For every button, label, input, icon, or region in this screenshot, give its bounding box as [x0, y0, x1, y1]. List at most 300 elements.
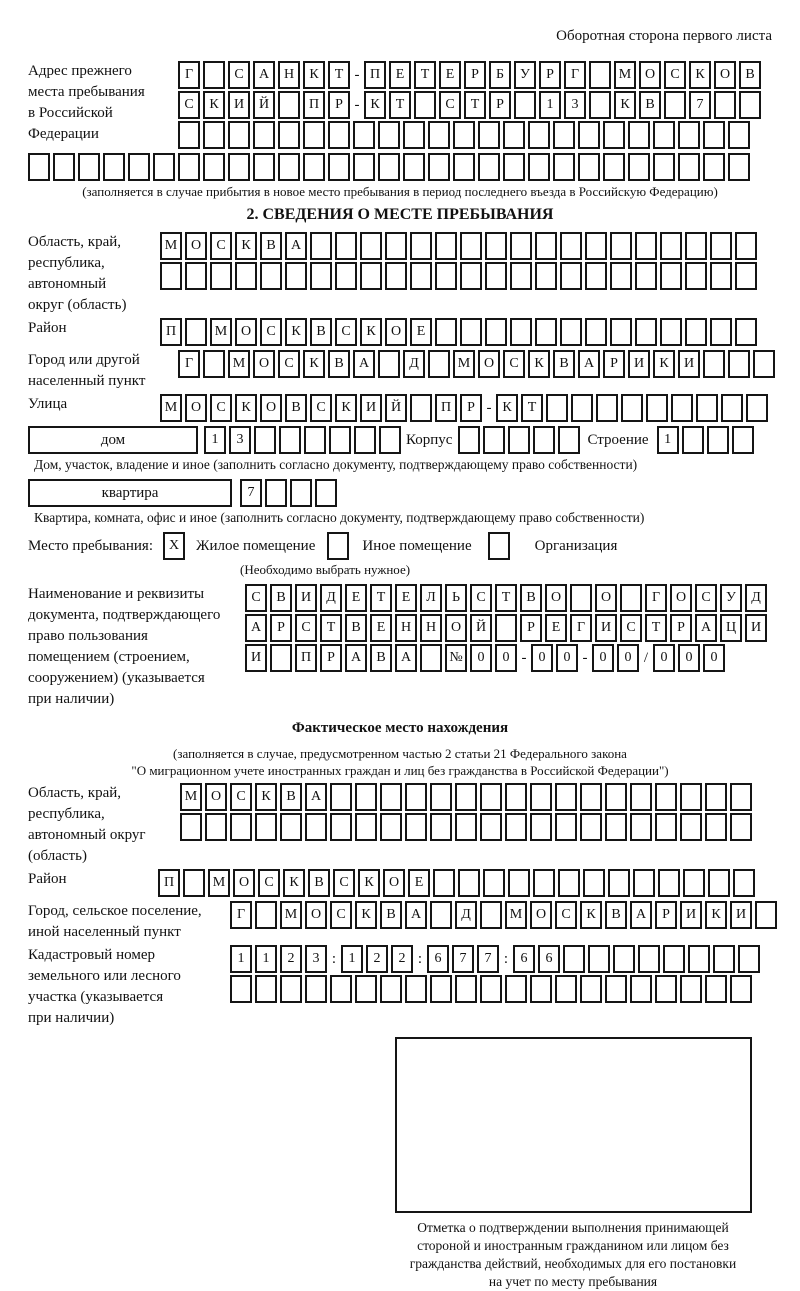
grid-cell[interactable]: М — [280, 901, 302, 929]
grid-cell[interactable]: П — [435, 394, 457, 422]
grid-cell[interactable] — [355, 783, 377, 811]
grid-cell[interactable] — [528, 121, 550, 149]
grid-cell[interactable] — [753, 350, 775, 378]
grid-cell[interactable] — [605, 783, 627, 811]
grid-cell[interactable] — [635, 318, 657, 346]
grid-cell[interactable] — [435, 232, 457, 260]
grid-cell[interactable]: К — [203, 91, 225, 119]
grid-cell[interactable]: А — [345, 644, 367, 672]
grid-cell[interactable] — [403, 153, 425, 181]
grid-cell[interactable]: А — [630, 901, 652, 929]
grid-cell[interactable] — [705, 975, 727, 1003]
grid-cell[interactable] — [688, 945, 710, 973]
grid-cell[interactable] — [303, 153, 325, 181]
grid-cell[interactable]: М — [210, 318, 232, 346]
grid-cell[interactable] — [353, 121, 375, 149]
grid-cell[interactable]: Е — [408, 869, 430, 897]
grid-cell[interactable]: 0 — [531, 644, 553, 672]
grid-cell[interactable]: С — [210, 394, 232, 422]
grid-cell[interactable] — [328, 153, 350, 181]
grid-cell[interactable]: Ь — [445, 584, 467, 612]
grid-cell[interactable]: С — [620, 614, 642, 642]
grid-cell[interactable] — [638, 945, 660, 973]
grid-cell[interactable]: 0 — [556, 644, 578, 672]
grid-cell[interactable] — [735, 318, 757, 346]
grid-cell[interactable]: 2 — [366, 945, 388, 973]
grid-cell[interactable] — [705, 813, 727, 841]
grid-cell[interactable] — [660, 232, 682, 260]
grid-cell[interactable]: 6 — [538, 945, 560, 973]
grid-cell[interactable]: К — [235, 394, 257, 422]
grid-cell[interactable] — [405, 975, 427, 1003]
grid-cell[interactable] — [435, 318, 457, 346]
grid-cell[interactable] — [354, 426, 376, 454]
grid-cell[interactable] — [535, 232, 557, 260]
grid-cell[interactable]: 1 — [230, 945, 252, 973]
grid-cell[interactable]: О — [445, 614, 467, 642]
grid-cell[interactable]: Г — [230, 901, 252, 929]
org-checkbox[interactable] — [488, 532, 510, 560]
grid-cell[interactable]: П — [295, 644, 317, 672]
grid-cell[interactable] — [483, 869, 505, 897]
grid-cell[interactable] — [410, 394, 432, 422]
grid-cell[interactable]: 2 — [391, 945, 413, 973]
grid-cell[interactable] — [203, 153, 225, 181]
grid-cell[interactable] — [28, 153, 50, 181]
grid-cell[interactable]: Е — [370, 614, 392, 642]
grid-cell[interactable] — [460, 262, 482, 290]
grid-cell[interactable] — [278, 121, 300, 149]
grid-cell[interactable] — [230, 975, 252, 1003]
grid-cell[interactable] — [405, 783, 427, 811]
grid-cell[interactable] — [530, 813, 552, 841]
grid-cell[interactable]: Н — [395, 614, 417, 642]
grid-cell[interactable]: О — [305, 901, 327, 929]
grid-cell[interactable] — [460, 318, 482, 346]
grid-cell[interactable]: Т — [645, 614, 667, 642]
grid-cell[interactable] — [714, 91, 736, 119]
grid-cell[interactable] — [528, 153, 550, 181]
grid-cell[interactable]: 6 — [513, 945, 535, 973]
grid-cell[interactable]: № — [445, 644, 467, 672]
grid-cell[interactable]: О — [253, 350, 275, 378]
grid-cell[interactable]: П — [158, 869, 180, 897]
grid-cell[interactable]: 7 — [477, 945, 499, 973]
grid-cell[interactable] — [560, 232, 582, 260]
grid-cell[interactable]: К — [614, 91, 636, 119]
grid-cell[interactable] — [53, 153, 75, 181]
grid-cell[interactable] — [203, 61, 225, 89]
grid-cell[interactable] — [696, 394, 718, 422]
grid-cell[interactable]: 7 — [240, 479, 262, 507]
grid-cell[interactable]: Т — [414, 61, 436, 89]
grid-cell[interactable] — [730, 975, 752, 1003]
grid-cell[interactable] — [685, 318, 707, 346]
grid-cell[interactable]: К — [355, 901, 377, 929]
grid-cell[interactable] — [710, 232, 732, 260]
grid-cell[interactable] — [589, 61, 611, 89]
grid-cell[interactable] — [253, 153, 275, 181]
grid-cell[interactable]: И — [730, 901, 752, 929]
grid-cell[interactable]: А — [405, 901, 427, 929]
grid-cell[interactable] — [290, 479, 312, 507]
grid-cell[interactable]: В — [260, 232, 282, 260]
grid-cell[interactable] — [255, 975, 277, 1003]
grid-cell[interactable]: Д — [320, 584, 342, 612]
grid-cell[interactable] — [453, 153, 475, 181]
grid-cell[interactable] — [555, 783, 577, 811]
grid-cell[interactable]: Р — [670, 614, 692, 642]
grid-cell[interactable]: К — [705, 901, 727, 929]
grid-cell[interactable] — [453, 121, 475, 149]
grid-cell[interactable]: Р — [320, 644, 342, 672]
grid-cell[interactable]: Д — [403, 350, 425, 378]
grid-cell[interactable]: М — [180, 783, 202, 811]
grid-cell[interactable]: С — [178, 91, 200, 119]
grid-cell[interactable] — [685, 232, 707, 260]
grid-cell[interactable]: С — [555, 901, 577, 929]
grid-cell[interactable] — [430, 783, 452, 811]
grid-cell[interactable] — [430, 901, 452, 929]
grid-cell[interactable]: Р — [655, 901, 677, 929]
grid-cell[interactable]: Р — [328, 91, 350, 119]
grid-cell[interactable] — [571, 394, 593, 422]
grid-cell[interactable] — [732, 426, 754, 454]
grid-cell[interactable] — [680, 783, 702, 811]
grid-cell[interactable] — [455, 813, 477, 841]
grid-cell[interactable] — [635, 262, 657, 290]
grid-cell[interactable] — [378, 350, 400, 378]
grid-cell[interactable]: В — [639, 91, 661, 119]
grid-cell[interactable] — [180, 813, 202, 841]
grid-cell[interactable] — [653, 153, 675, 181]
grid-cell[interactable]: И — [745, 614, 767, 642]
grid-cell[interactable]: К — [653, 350, 675, 378]
grid-cell[interactable] — [578, 121, 600, 149]
grid-cell[interactable] — [630, 975, 652, 1003]
grid-cell[interactable]: О — [185, 394, 207, 422]
grid-cell[interactable] — [103, 153, 125, 181]
grid-cell[interactable] — [535, 318, 557, 346]
grid-cell[interactable] — [682, 426, 704, 454]
grid-cell[interactable]: О — [595, 584, 617, 612]
grid-cell[interactable]: О — [714, 61, 736, 89]
grid-cell[interactable] — [305, 975, 327, 1003]
grid-cell[interactable]: Й — [385, 394, 407, 422]
grid-cell[interactable]: К — [496, 394, 518, 422]
grid-cell[interactable] — [428, 153, 450, 181]
grid-cell[interactable]: 0 — [653, 644, 675, 672]
grid-cell[interactable]: О — [235, 318, 257, 346]
grid-cell[interactable] — [279, 426, 301, 454]
grid-cell[interactable] — [703, 350, 725, 378]
grid-cell[interactable] — [580, 813, 602, 841]
grid-cell[interactable]: А — [353, 350, 375, 378]
grid-cell[interactable] — [610, 262, 632, 290]
grid-cell[interactable]: У — [514, 61, 536, 89]
grid-cell[interactable]: 7 — [689, 91, 711, 119]
grid-cell[interactable] — [613, 945, 635, 973]
grid-cell[interactable] — [205, 813, 227, 841]
grid-cell[interactable] — [630, 813, 652, 841]
grid-cell[interactable] — [628, 153, 650, 181]
grid-cell[interactable] — [315, 479, 337, 507]
grid-cell[interactable]: С — [295, 614, 317, 642]
grid-cell[interactable] — [185, 262, 207, 290]
grid-cell[interactable] — [480, 813, 502, 841]
grid-cell[interactable] — [685, 262, 707, 290]
grid-cell[interactable] — [278, 91, 300, 119]
grid-cell[interactable]: О — [530, 901, 552, 929]
grid-cell[interactable] — [678, 121, 700, 149]
grid-cell[interactable]: О — [670, 584, 692, 612]
grid-cell[interactable]: У — [720, 584, 742, 612]
grid-cell[interactable]: Т — [464, 91, 486, 119]
grid-cell[interactable]: К — [580, 901, 602, 929]
grid-cell[interactable] — [255, 813, 277, 841]
grid-cell[interactable] — [230, 813, 252, 841]
grid-cell[interactable] — [710, 318, 732, 346]
grid-cell[interactable] — [603, 121, 625, 149]
grid-cell[interactable]: Е — [345, 584, 367, 612]
grid-cell[interactable] — [683, 869, 705, 897]
grid-cell[interactable] — [728, 121, 750, 149]
grid-cell[interactable] — [680, 975, 702, 1003]
grid-cell[interactable]: К — [303, 350, 325, 378]
grid-cell[interactable] — [304, 426, 326, 454]
grid-cell[interactable] — [203, 121, 225, 149]
grid-cell[interactable] — [255, 901, 277, 929]
grid-cell[interactable] — [430, 975, 452, 1003]
grid-cell[interactable] — [428, 350, 450, 378]
grid-cell[interactable] — [703, 121, 725, 149]
grid-cell[interactable] — [330, 783, 352, 811]
grid-cell[interactable]: А — [305, 783, 327, 811]
grid-cell[interactable] — [738, 945, 760, 973]
grid-cell[interactable] — [533, 869, 555, 897]
grid-cell[interactable] — [585, 262, 607, 290]
grid-cell[interactable]: 3 — [305, 945, 327, 973]
grid-cell[interactable]: К — [255, 783, 277, 811]
grid-cell[interactable] — [603, 153, 625, 181]
grid-cell[interactable]: 2 — [280, 945, 302, 973]
grid-cell[interactable]: В — [345, 614, 367, 642]
grid-cell[interactable]: С — [333, 869, 355, 897]
grid-cell[interactable]: Р — [270, 614, 292, 642]
grid-cell[interactable] — [478, 153, 500, 181]
grid-cell[interactable] — [505, 813, 527, 841]
grid-cell[interactable]: М — [505, 901, 527, 929]
grid-cell[interactable] — [708, 869, 730, 897]
grid-cell[interactable]: Т — [370, 584, 392, 612]
grid-cell[interactable]: С — [210, 232, 232, 260]
grid-cell[interactable]: 0 — [470, 644, 492, 672]
grid-cell[interactable]: О — [383, 869, 405, 897]
grid-cell[interactable]: К — [285, 318, 307, 346]
grid-cell[interactable] — [535, 262, 557, 290]
grid-cell[interactable]: К — [528, 350, 550, 378]
grid-cell[interactable] — [589, 91, 611, 119]
grid-cell[interactable]: Г — [570, 614, 592, 642]
grid-cell[interactable] — [553, 153, 575, 181]
grid-cell[interactable]: 6 — [427, 945, 449, 973]
grid-cell[interactable]: К — [283, 869, 305, 897]
grid-cell[interactable] — [353, 153, 375, 181]
grid-cell[interactable] — [585, 232, 607, 260]
grid-cell[interactable] — [430, 813, 452, 841]
grid-cell[interactable]: С — [503, 350, 525, 378]
grid-cell[interactable] — [671, 394, 693, 422]
grid-cell[interactable]: Е — [439, 61, 461, 89]
grid-cell[interactable] — [328, 121, 350, 149]
grid-cell[interactable]: В — [280, 783, 302, 811]
grid-cell[interactable] — [183, 869, 205, 897]
grid-cell[interactable] — [435, 262, 457, 290]
grid-cell[interactable]: О — [545, 584, 567, 612]
grid-cell[interactable] — [730, 783, 752, 811]
grid-cell[interactable] — [458, 426, 480, 454]
grid-cell[interactable] — [735, 262, 757, 290]
grid-cell[interactable]: В — [553, 350, 575, 378]
grid-cell[interactable] — [355, 813, 377, 841]
grid-cell[interactable] — [505, 975, 527, 1003]
grid-cell[interactable] — [483, 426, 505, 454]
grid-cell[interactable] — [185, 318, 207, 346]
grid-cell[interactable]: И — [595, 614, 617, 642]
grid-cell[interactable]: И — [245, 644, 267, 672]
grid-cell[interactable] — [478, 121, 500, 149]
grid-cell[interactable] — [335, 262, 357, 290]
grid-cell[interactable]: 1 — [255, 945, 277, 973]
grid-cell[interactable] — [710, 262, 732, 290]
grid-cell[interactable]: М — [160, 394, 182, 422]
grid-cell[interactable]: С — [278, 350, 300, 378]
grid-cell[interactable] — [380, 975, 402, 1003]
grid-cell[interactable] — [588, 945, 610, 973]
grid-cell[interactable] — [253, 121, 275, 149]
grid-cell[interactable]: Р — [520, 614, 542, 642]
grid-cell[interactable] — [278, 153, 300, 181]
grid-cell[interactable] — [305, 813, 327, 841]
grid-cell[interactable]: В — [285, 394, 307, 422]
grid-cell[interactable] — [480, 901, 502, 929]
grid-cell[interactable]: Е — [545, 614, 567, 642]
grid-cell[interactable] — [458, 869, 480, 897]
grid-cell[interactable]: С — [335, 318, 357, 346]
grid-cell[interactable] — [380, 813, 402, 841]
grid-cell[interactable] — [310, 262, 332, 290]
grid-cell[interactable] — [203, 350, 225, 378]
grid-cell[interactable]: 3 — [229, 426, 251, 454]
grid-cell[interactable] — [635, 232, 657, 260]
grid-cell[interactable]: В — [308, 869, 330, 897]
grid-cell[interactable] — [330, 813, 352, 841]
grid-cell[interactable]: И — [680, 901, 702, 929]
grid-cell[interactable]: М — [614, 61, 636, 89]
grid-cell[interactable]: В — [328, 350, 350, 378]
grid-cell[interactable]: К — [303, 61, 325, 89]
grid-cell[interactable]: В — [605, 901, 627, 929]
grid-cell[interactable]: С — [470, 584, 492, 612]
grid-cell[interactable] — [235, 262, 257, 290]
grid-cell[interactable]: Р — [464, 61, 486, 89]
grid-cell[interactable]: Л — [420, 584, 442, 612]
grid-cell[interactable]: С — [695, 584, 717, 612]
grid-cell[interactable] — [533, 426, 555, 454]
grid-cell[interactable] — [160, 262, 182, 290]
grid-cell[interactable] — [385, 232, 407, 260]
grid-cell[interactable]: Т — [389, 91, 411, 119]
grid-cell[interactable] — [546, 394, 568, 422]
grid-cell[interactable]: Т — [495, 584, 517, 612]
grid-cell[interactable]: Д — [455, 901, 477, 929]
grid-cell[interactable] — [578, 153, 600, 181]
grid-cell[interactable] — [583, 869, 605, 897]
grid-cell[interactable] — [755, 901, 777, 929]
grid-cell[interactable] — [514, 91, 536, 119]
grid-cell[interactable]: М — [208, 869, 230, 897]
grid-cell[interactable]: Е — [395, 584, 417, 612]
grid-cell[interactable]: Р — [460, 394, 482, 422]
grid-cell[interactable]: И — [295, 584, 317, 612]
grid-cell[interactable]: А — [395, 644, 417, 672]
grid-cell[interactable] — [733, 869, 755, 897]
grid-cell[interactable]: В — [380, 901, 402, 929]
grid-cell[interactable] — [455, 783, 477, 811]
grid-cell[interactable] — [285, 262, 307, 290]
grid-cell[interactable] — [153, 153, 175, 181]
grid-cell[interactable] — [664, 91, 686, 119]
grid-cell[interactable] — [563, 945, 585, 973]
grid-cell[interactable]: Е — [389, 61, 411, 89]
grid-cell[interactable] — [303, 121, 325, 149]
grid-cell[interactable]: К — [358, 869, 380, 897]
grid-cell[interactable]: П — [160, 318, 182, 346]
grid-cell[interactable] — [210, 262, 232, 290]
grid-cell[interactable] — [610, 232, 632, 260]
grid-cell[interactable]: С — [228, 61, 250, 89]
grid-cell[interactable]: С — [245, 584, 267, 612]
grid-cell[interactable]: О — [478, 350, 500, 378]
grid-cell[interactable] — [405, 813, 427, 841]
grid-cell[interactable] — [510, 262, 532, 290]
grid-cell[interactable] — [508, 869, 530, 897]
grid-cell[interactable]: Г — [564, 61, 586, 89]
grid-cell[interactable] — [228, 153, 250, 181]
grid-cell[interactable] — [128, 153, 150, 181]
grid-cell[interactable] — [558, 869, 580, 897]
grid-cell[interactable] — [728, 350, 750, 378]
grid-cell[interactable] — [485, 318, 507, 346]
grid-cell[interactable] — [713, 945, 735, 973]
grid-cell[interactable] — [78, 153, 100, 181]
grid-cell[interactable] — [410, 262, 432, 290]
grid-cell[interactable]: Р — [539, 61, 561, 89]
grid-cell[interactable]: Б — [489, 61, 511, 89]
grid-cell[interactable] — [660, 318, 682, 346]
grid-cell[interactable] — [378, 153, 400, 181]
grid-cell[interactable] — [485, 262, 507, 290]
grid-cell[interactable] — [530, 975, 552, 1003]
grid-cell[interactable]: И — [360, 394, 382, 422]
grid-cell[interactable]: Т — [521, 394, 543, 422]
grid-cell[interactable] — [739, 91, 761, 119]
grid-cell[interactable] — [510, 232, 532, 260]
grid-cell[interactable] — [558, 426, 580, 454]
grid-cell[interactable] — [260, 262, 282, 290]
grid-cell[interactable]: О — [260, 394, 282, 422]
grid-cell[interactable]: А — [245, 614, 267, 642]
